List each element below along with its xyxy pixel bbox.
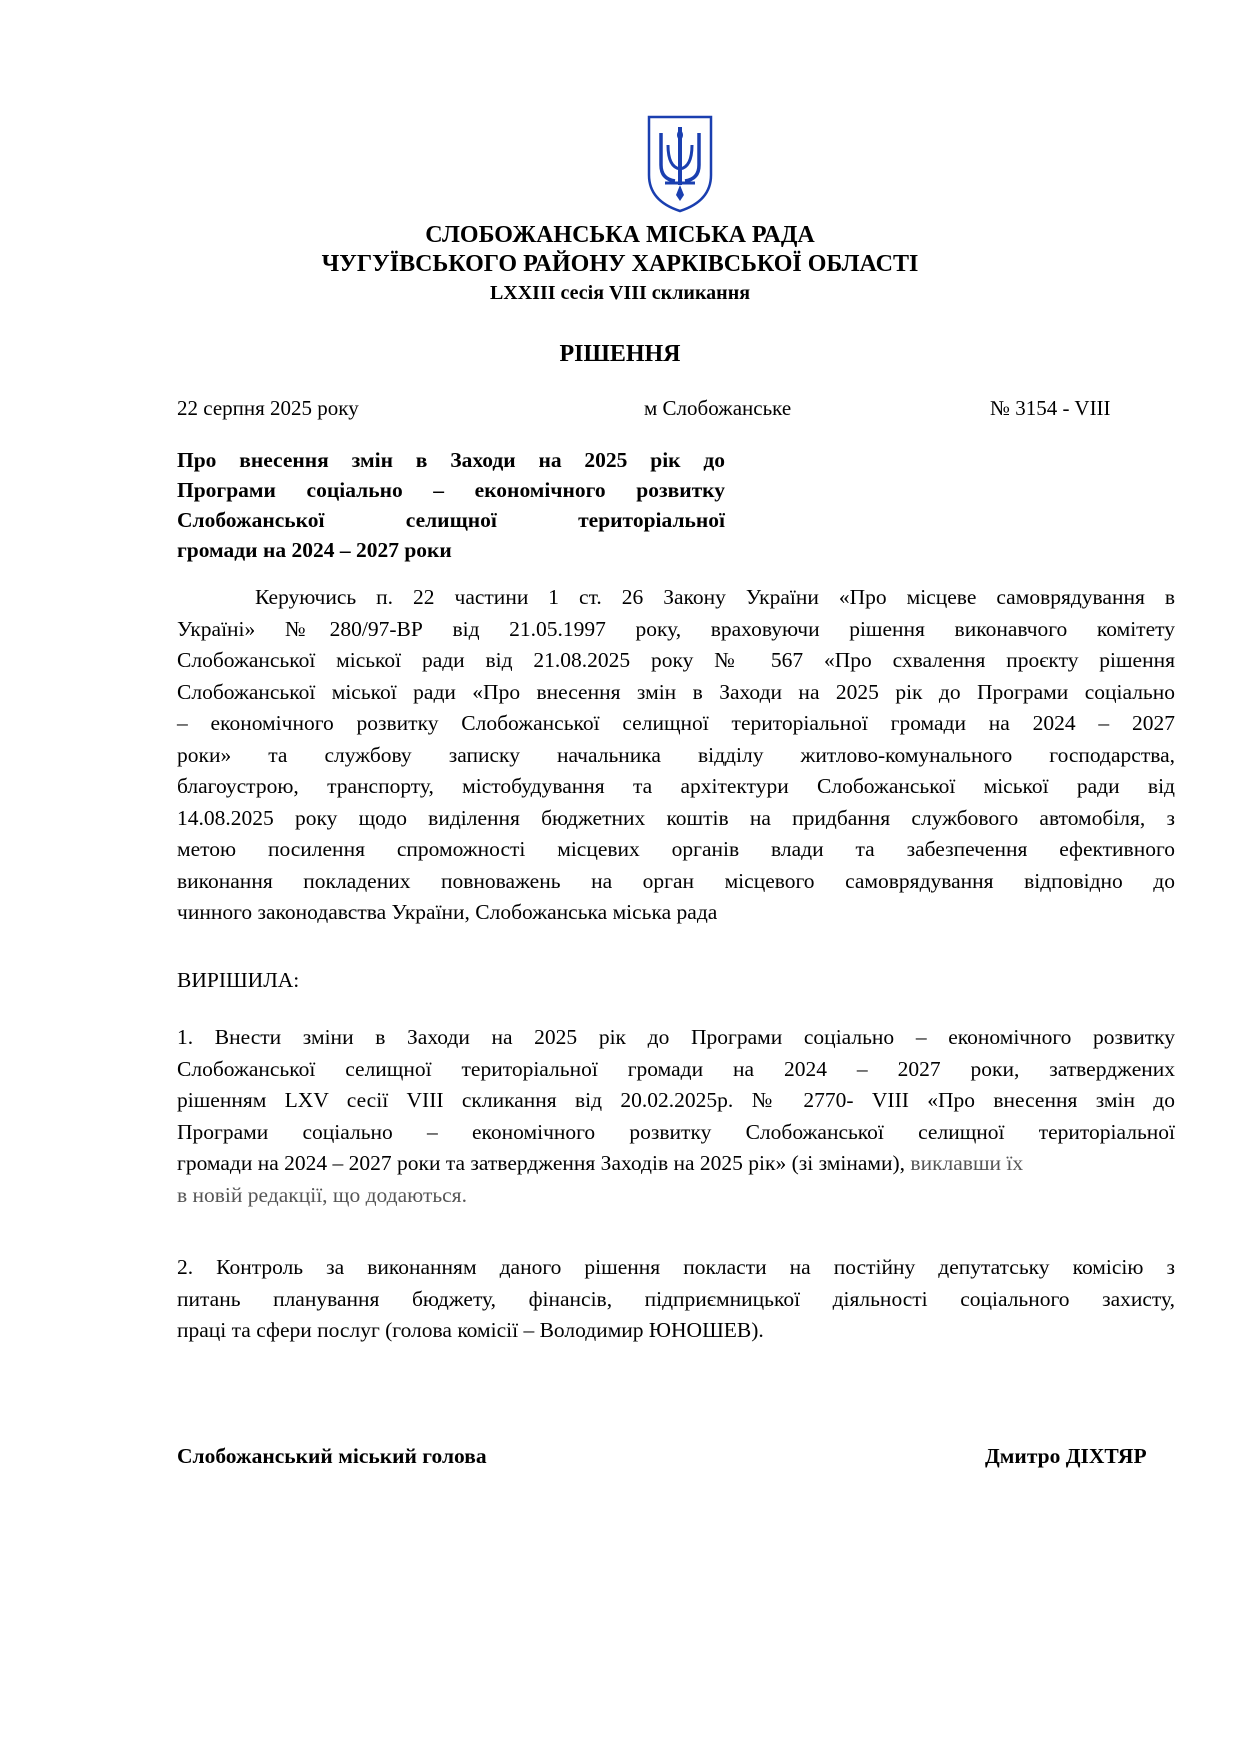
signature-position: Слобожанський міський голова bbox=[177, 1444, 487, 1468]
preamble-line: Керуючись п. 22 частини 1 ст. 26 Закону України «Про місцеве самоврядування в bbox=[255, 585, 1175, 609]
item2-line: 2. Контроль за виконанням даного рішення покласти на постійну депутатську комісію з bbox=[177, 1255, 1175, 1279]
subject-line: громади на 2024 – 2027 роки bbox=[177, 538, 452, 562]
decision-item-2 bbox=[177, 1252, 1175, 1347]
document-type: РІШЕННЯ bbox=[559, 341, 681, 367]
subject-line: Програми соціально – економічного розвитку bbox=[177, 478, 725, 502]
decision-item-1 bbox=[177, 1022, 1175, 1211]
preamble-line: виконання покладених повноважень на орган місцевого самоврядування відповідно до bbox=[177, 868, 1175, 893]
district-name: ЧУГУЇВСЬКОГО РАЙОНУ ХАРКІВСЬКОЇ ОБЛАСТІ bbox=[321, 251, 919, 277]
item1-line-tail: виклавши їх bbox=[905, 1151, 1024, 1175]
item1-line: Слобожанської селищної територіальної громади на 2024 – 2027 роки, затверджених bbox=[177, 1056, 1175, 1081]
preamble-line: Слобожанської міської ради «Про внесення змін в Заходи на 2025 рік до Програми соціально bbox=[177, 679, 1175, 704]
item1-line: Програми соціально – економічного розвитку Слобожанської селищної територіальної bbox=[177, 1119, 1175, 1144]
subject-line: Про внесення змін в Заходи на 2025 рік до bbox=[177, 448, 725, 472]
item1-line bbox=[177, 1148, 1175, 1180]
preamble-line: благоустрою, транспорту, містобудування та архітектури Слобожанської міської ради від bbox=[177, 774, 1175, 798]
decision-subject bbox=[177, 445, 725, 565]
decision-date: 22 серпня 2025 року bbox=[177, 396, 359, 420]
item1-line: рішенням LXV сесії VIII скликання від 20.02.2025р. № 2770- VIII «Про внесення змін до bbox=[177, 1088, 1175, 1112]
item1-line: в новій редакції, що додаються. bbox=[177, 1182, 467, 1207]
decision-place: м Слобожанське bbox=[644, 396, 792, 420]
decided-label: ВИРІШИЛА: bbox=[177, 968, 300, 992]
preamble-line: роки» та службову записку начальника відділу житлово-комунального господарства, bbox=[177, 742, 1175, 767]
item2-line: праці та сфери послуг (голова комісії – Володимир ЮНОШЕВ). bbox=[177, 1318, 764, 1342]
preamble bbox=[177, 582, 1175, 929]
item1-line: 1. Внести зміни в Заходи на 2025 рік до Програми соціально – економічного розвитку bbox=[177, 1025, 1175, 1049]
preamble-line: метою посилення спроможності місцевих органів влади та забезпечення ефективного bbox=[177, 837, 1175, 861]
item2-line: питань планування бюджету, фінансів, підприємницької діяльності соціального захисту, bbox=[177, 1286, 1175, 1311]
preamble-line: Україні» №280/97-ВР від 21.05.1997 року, враховуючи рішення виконавчого комітету bbox=[177, 616, 1175, 641]
preamble-line: 14.08.2025 року щодо виділення бюджетних коштів на придбання службового автомобіля, з bbox=[177, 805, 1175, 830]
item1-line-text: громади на 2024 – 2027 роки та затвердження Заходів на 2025 рік» (зі змінами), bbox=[177, 1151, 906, 1175]
preamble-line: Слобожанської міської ради від 21.08.2025 року № 567 «Про схвалення проєкту рішення bbox=[177, 648, 1175, 672]
coat-of-arms-icon bbox=[645, 113, 715, 215]
signature-name: Дмитро ДІХТЯР bbox=[985, 1444, 1147, 1468]
subject-line: Слобожанської селищної територіальної bbox=[177, 508, 725, 532]
preamble-line: чинного законодавства України, Слобожанська міська рада bbox=[177, 900, 718, 924]
preamble-line: – економічного розвитку Слобожанської селищної територіальної громади на 2024 – 2027 bbox=[177, 711, 1175, 735]
session-line: LXXIII сесія VIII скликання bbox=[489, 282, 751, 304]
council-name: СЛОБОЖАНСЬКА МІСЬКА РАДА bbox=[425, 222, 815, 248]
decision-number: № 3154 - VIII bbox=[990, 396, 1111, 420]
